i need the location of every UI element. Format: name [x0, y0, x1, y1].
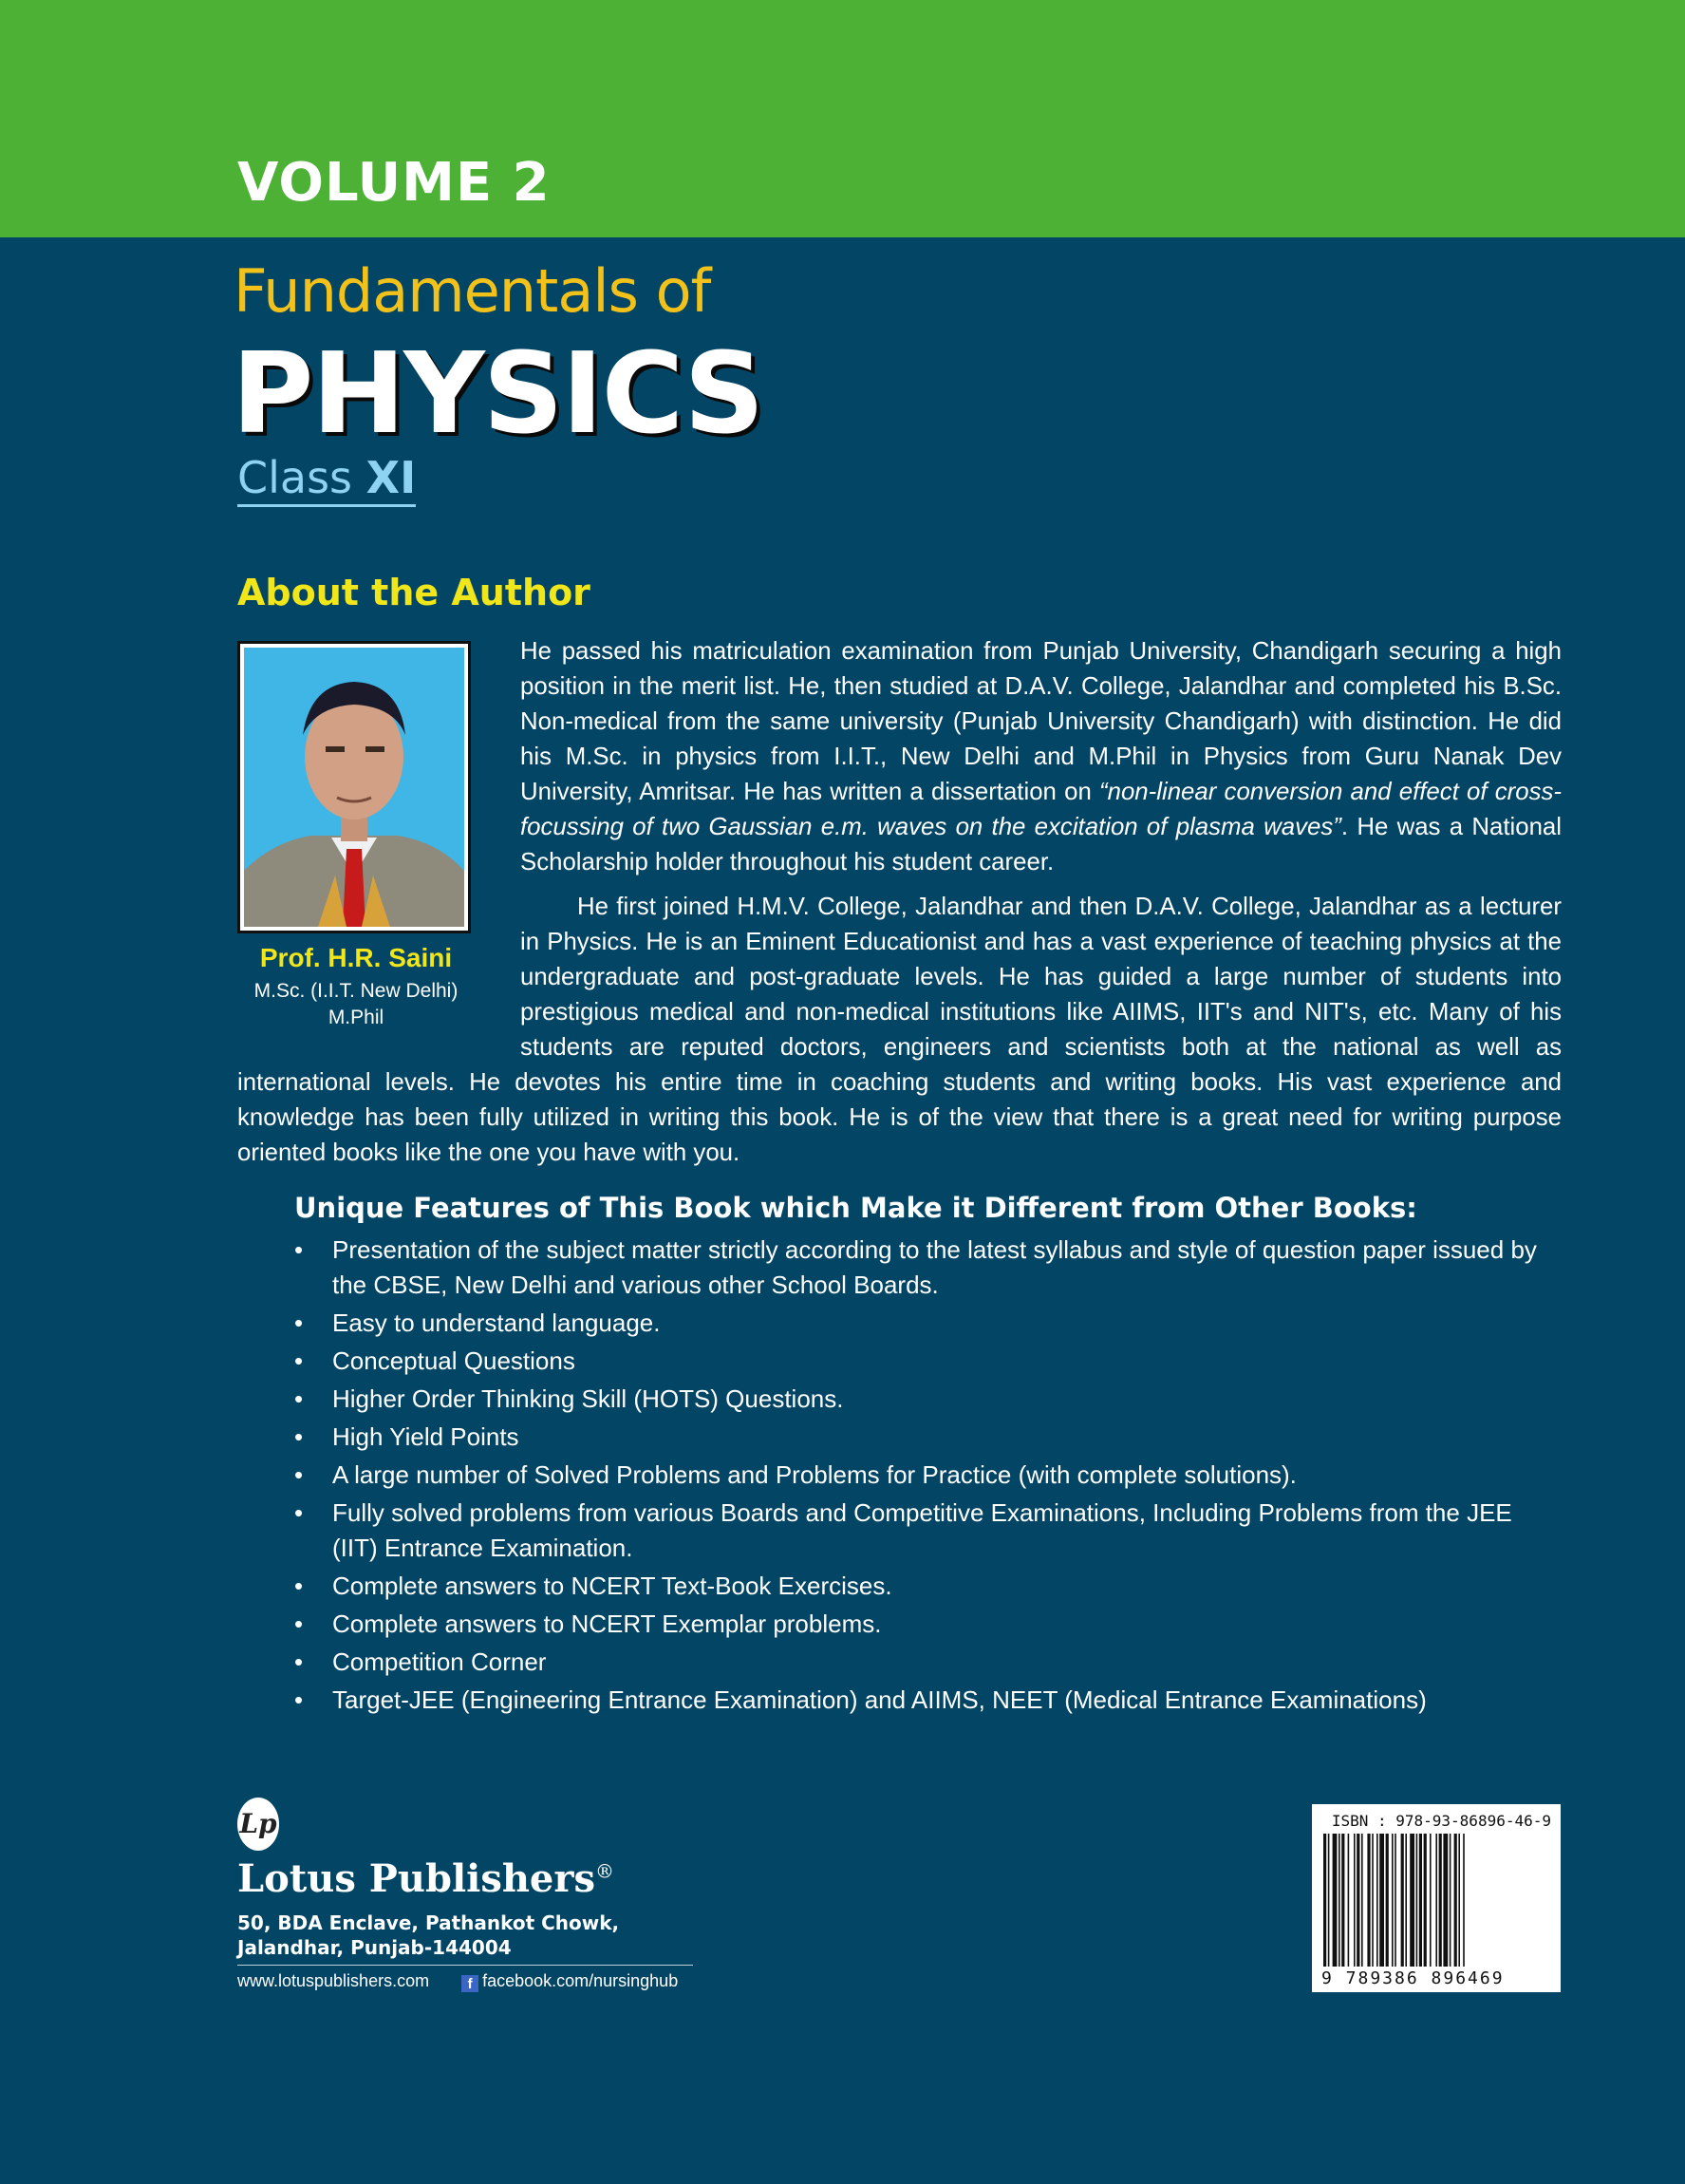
lp-logo-icon: Lp	[237, 1798, 279, 1851]
barcode-bars	[1321, 1834, 1551, 1967]
feature-text: Higher Order Thinking Skill (HOTS) Questions.	[332, 1384, 844, 1413]
barcode-bar	[1454, 1834, 1457, 1967]
bio-p1-italic: “non-linear conversion and effect of cross-focussing of two Gaussian e.m. waves on the excitation of plasma waves”	[520, 779, 1562, 840]
bio-p1-start: He passed his matriculation examination from Punjab University, Chandigarh securing a high position in the merit list. He, then studied at D.A.V. College, Jalandhar and completed his B.Sc. Non-medical from the same university (Punjab University Chandigarh) with distinction. He did his M.Sc. in physics from I.I.T., New Delhi and M.Phil in Physics from Guru Nanak Dev University, Amritsar. He has written a dissertation on	[520, 638, 1562, 805]
barcode-bar	[1341, 1834, 1344, 1967]
bullet: •	[294, 1346, 304, 1375]
barcode-bar	[1328, 1834, 1330, 1967]
feature-text: A large number of Solved Problems and Problems for Practice (with complete solutions).	[332, 1460, 1297, 1489]
bullet: •	[294, 1309, 304, 1337]
feature-text: Conceptual Questions	[332, 1346, 575, 1375]
feature-text: Competition Corner	[332, 1647, 547, 1676]
barcode-bar	[1419, 1834, 1422, 1967]
feature-item	[294, 1344, 1557, 1379]
photo-wrap-spacer	[237, 634, 520, 1033]
barcode-bar	[1386, 1834, 1389, 1967]
bullet: •	[294, 1460, 304, 1489]
barcode-bar	[1410, 1834, 1414, 1967]
barcode-bar	[1439, 1834, 1442, 1967]
title-fundamentals: Fundamentals of	[234, 256, 711, 326]
barcode-bar	[1405, 1834, 1407, 1967]
bullet: •	[294, 1685, 304, 1714]
facebook-link[interactable]	[461, 1971, 678, 1990]
feature-item	[294, 1382, 1557, 1417]
bullet: •	[294, 1235, 304, 1264]
facebook-icon: f	[461, 1975, 478, 1992]
feature-item	[294, 1233, 1557, 1303]
feature-item	[294, 1496, 1557, 1566]
barcode-bar	[1401, 1834, 1404, 1967]
feature-text: Easy to understand language.	[332, 1309, 661, 1337]
feature-item	[294, 1458, 1557, 1493]
about-author-heading: About the Author	[237, 572, 590, 613]
feature-item	[294, 1306, 1557, 1341]
author-name: Prof. H.R. Saini	[259, 943, 453, 972]
feature-item	[294, 1569, 1557, 1604]
bullet: •	[294, 1572, 304, 1600]
barcode-bar	[1395, 1834, 1396, 1967]
barcode-bar	[1361, 1834, 1363, 1967]
barcode-bar	[1463, 1834, 1465, 1967]
barcode-bar	[1424, 1834, 1427, 1967]
title-physics: PHYSICS	[232, 328, 763, 459]
publisher-name-text: Lotus Publishers	[237, 1856, 595, 1901]
volume-label: VOLUME 2	[237, 152, 551, 214]
bullet: •	[294, 1647, 304, 1676]
features-list	[294, 1233, 1557, 1721]
barcode-bar	[1339, 1834, 1340, 1967]
bullet: •	[294, 1610, 304, 1638]
feature-text: Presentation of the subject matter strictly according to the latest syllabus and style of question paper issued by the CBSE, New Delhi and various other School Boards.	[332, 1235, 1537, 1299]
class-label	[237, 454, 416, 507]
bullet: •	[294, 1422, 304, 1451]
barcode-bar	[1416, 1834, 1418, 1967]
feature-text: High Yield Points	[332, 1422, 519, 1451]
isbn-label: ISBN : 978-93-86896-46-9	[1331, 1812, 1551, 1830]
barcode-bar	[1323, 1834, 1326, 1967]
bullet: •	[294, 1498, 304, 1527]
class-word: Class	[237, 452, 353, 503]
barcode-bar	[1379, 1834, 1384, 1967]
feature-item	[294, 1645, 1557, 1680]
barcode-bar	[1392, 1834, 1394, 1967]
feature-text: Target-JEE (Engineering Entrance Examination) and AIIMS, NEET (Medical Entrance Examinations)	[332, 1685, 1427, 1714]
barcode-bar	[1348, 1834, 1350, 1967]
barcode-bar	[1430, 1834, 1432, 1967]
publisher-divider	[237, 1965, 693, 1966]
registered-mark: ®	[594, 1859, 614, 1883]
feature-text: Complete answers to NCERT Text-Book Exercises.	[332, 1572, 892, 1600]
author-degree-line1: M.Sc. (I.I.T. New Delhi)	[253, 980, 459, 1002]
barcode-bar	[1443, 1834, 1448, 1967]
facebook-link-text: facebook.com/nursinghub	[482, 1971, 679, 1990]
address-line-1: 50, BDA Enclave, Pathankot Chowk,	[237, 1911, 620, 1934]
feature-item	[294, 1683, 1557, 1718]
barcode-bar	[1357, 1834, 1359, 1967]
feature-text: Fully solved problems from various Boards and Competitive Examinations, Including Problems from the JEE (IIT) Entrance Examination.	[332, 1498, 1512, 1562]
author-bio	[237, 634, 1562, 1171]
barcode-bar	[1372, 1834, 1374, 1967]
publisher-address	[237, 1911, 619, 1960]
barcode-bar	[1367, 1834, 1370, 1967]
class-number: XI	[365, 452, 417, 503]
website-link[interactable]: www.lotuspublishers.com	[237, 1971, 430, 1990]
bio-paragraph-2: He first joined H.M.V. College, Jalandhar and then D.A.V. College, Jalandhar as a lecturer in Physics. He is an Eminent Educationist and has a vast experience of teaching physics at the undergraduate and post-graduate levels. He has guided a large number of students into prestigious medical and non-medical institutions like AIIMS, IIT's and NIT's, etc. Many of his students are reputed doctors, engineers and scientists both at the national as well as international levels. He devotes his entire time in coaching students and writing books. His vast experience and knowledge has been fully utilized in writing this book. He is of the view that there is a great need for writing purpose oriented books like the one you have with you.	[237, 894, 1562, 1166]
barcode-bar	[1435, 1834, 1437, 1967]
publisher-links	[237, 1971, 678, 1992]
barcode-bar	[1450, 1834, 1451, 1967]
barcode	[1312, 1804, 1561, 1992]
author-degree-line2: M.Phil	[328, 1007, 384, 1028]
bio-p1-end: . He was a National Scholarship holder throughout his student career.	[520, 814, 1562, 875]
feature-item	[294, 1420, 1557, 1455]
address-line-2: Jalandhar, Punjab-144004	[237, 1936, 512, 1959]
barcode-bar	[1376, 1834, 1378, 1967]
barcode-bar	[1458, 1834, 1460, 1967]
bullet: •	[294, 1384, 304, 1413]
barcode-bar	[1333, 1834, 1338, 1967]
feature-item	[294, 1607, 1557, 1642]
publisher-name	[237, 1856, 614, 1901]
feature-text: Complete answers to NCERT Exemplar problems.	[332, 1610, 882, 1638]
barcode-digits: 9 789386 896469	[1321, 1968, 1505, 1988]
barcode-bar	[1354, 1834, 1356, 1967]
features-heading: Unique Features of This Book which Make it Different from Other Books:	[294, 1192, 1417, 1224]
